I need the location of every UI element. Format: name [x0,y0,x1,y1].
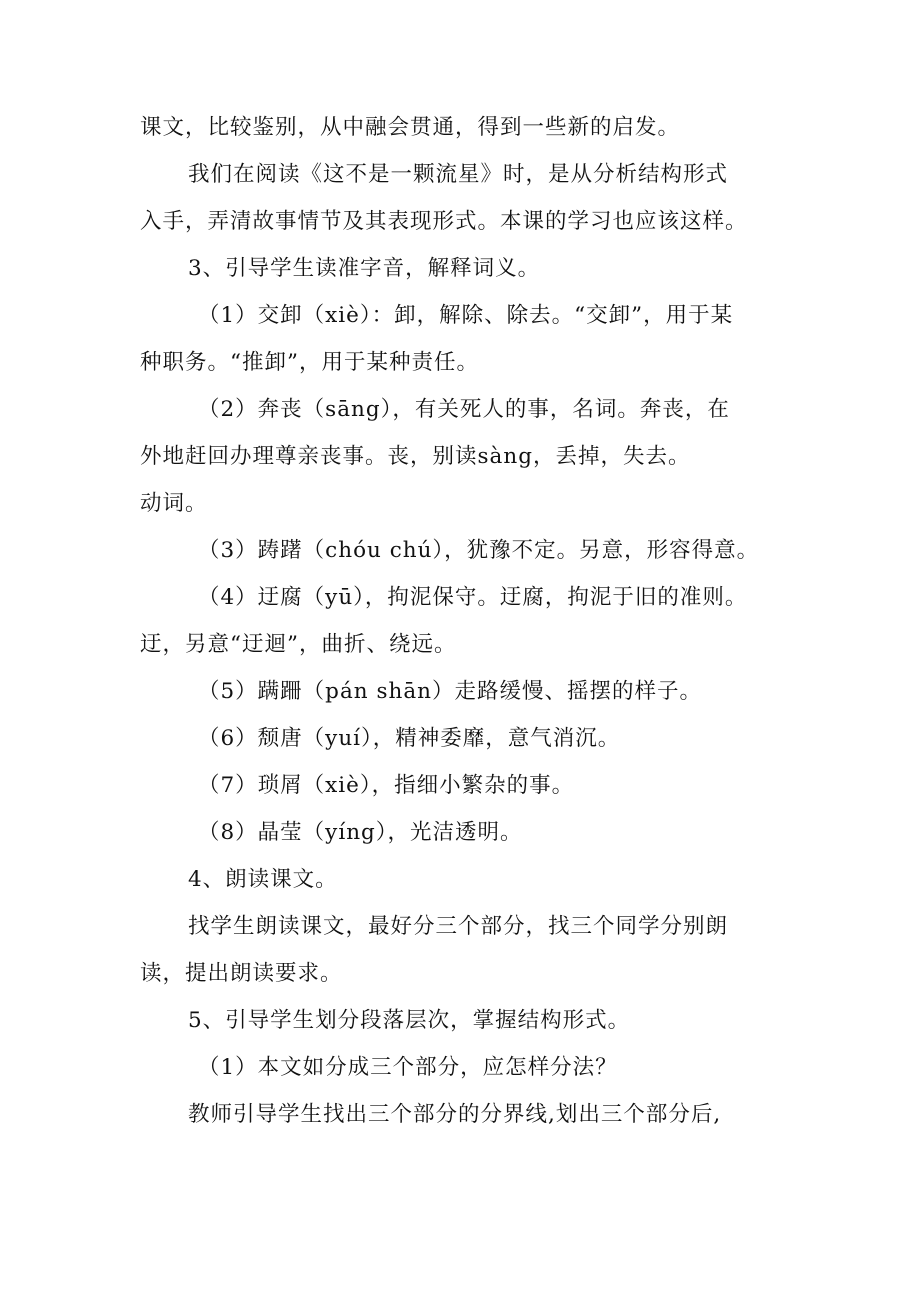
vocab-item-3: （3）踌躇（chóu chú），犹豫不定。另意，形容得意。 [198,538,760,563]
text-line-2: 我们在阅读《这不是一颗流星》时，是从分析结构形式 [188,162,729,187]
vocab-item-6: （6）颓唐（yuí），精神委靡，意气消沉。 [198,726,621,751]
vocab-item-2: （2）奔丧（sāng），有关死人的事，名词。奔丧，在 [198,397,730,422]
vocab-item-8: （8）晶莹（yíng），光洁透明。 [198,820,523,845]
vocab-item-7: （7）琐屑（xiè），指细小繁杂的事。 [198,773,575,798]
vocab-item-5: （5）蹒跚（pán shān）走路缓慢、摇摆的样子。 [198,679,702,704]
vocab-item-4-cont: 迂，另意“迂迴”，曲折、绕远。 [140,632,457,657]
vocab-item-1: （1）交卸（xiè）：卸，解除、除去。“交卸”，用于某 [198,303,734,328]
section-heading-5: 5、引导学生划分段落层次，掌握结构形式。 [188,1008,631,1033]
question-item-1: （1）本文如分成三个部分，应怎样分法？ [198,1055,618,1080]
text-line-reading-cont: 读，提出朗读要求。 [140,961,343,986]
vocab-item-2-cont: 外地赶回办理尊亲丧事。丧，别读sàng，丢掉，失去。 [140,444,691,469]
text-line-reading: 找学生朗读课文，最好分三个部分，找三个同学分别朗 [188,914,729,939]
section-heading-4: 4、朗读课文。 [188,867,338,892]
text-line-1: 课文，比较鉴别，从中融会贯通，得到一些新的启发。 [140,115,681,140]
vocab-item-1-cont: 种职务。“推卸”，用于某种责任。 [140,350,479,375]
vocab-item-2-cont2: 动词。 [140,491,208,516]
document-page [140,104,796,1138]
text-line-3: 入手，弄清故事情节及其表现形式。本课的学习也应该这样。 [140,209,748,234]
vocab-item-4: （4）迂腐（yū），拘泥保守。迂腐，拘泥于旧的准则。 [198,585,748,610]
section-heading-3: 3、引导学生读准字音，解释词义。 [188,256,541,281]
text-line-last: 教师引导学生找出三个部分的分界线,划出三个部分后, [188,1102,722,1127]
